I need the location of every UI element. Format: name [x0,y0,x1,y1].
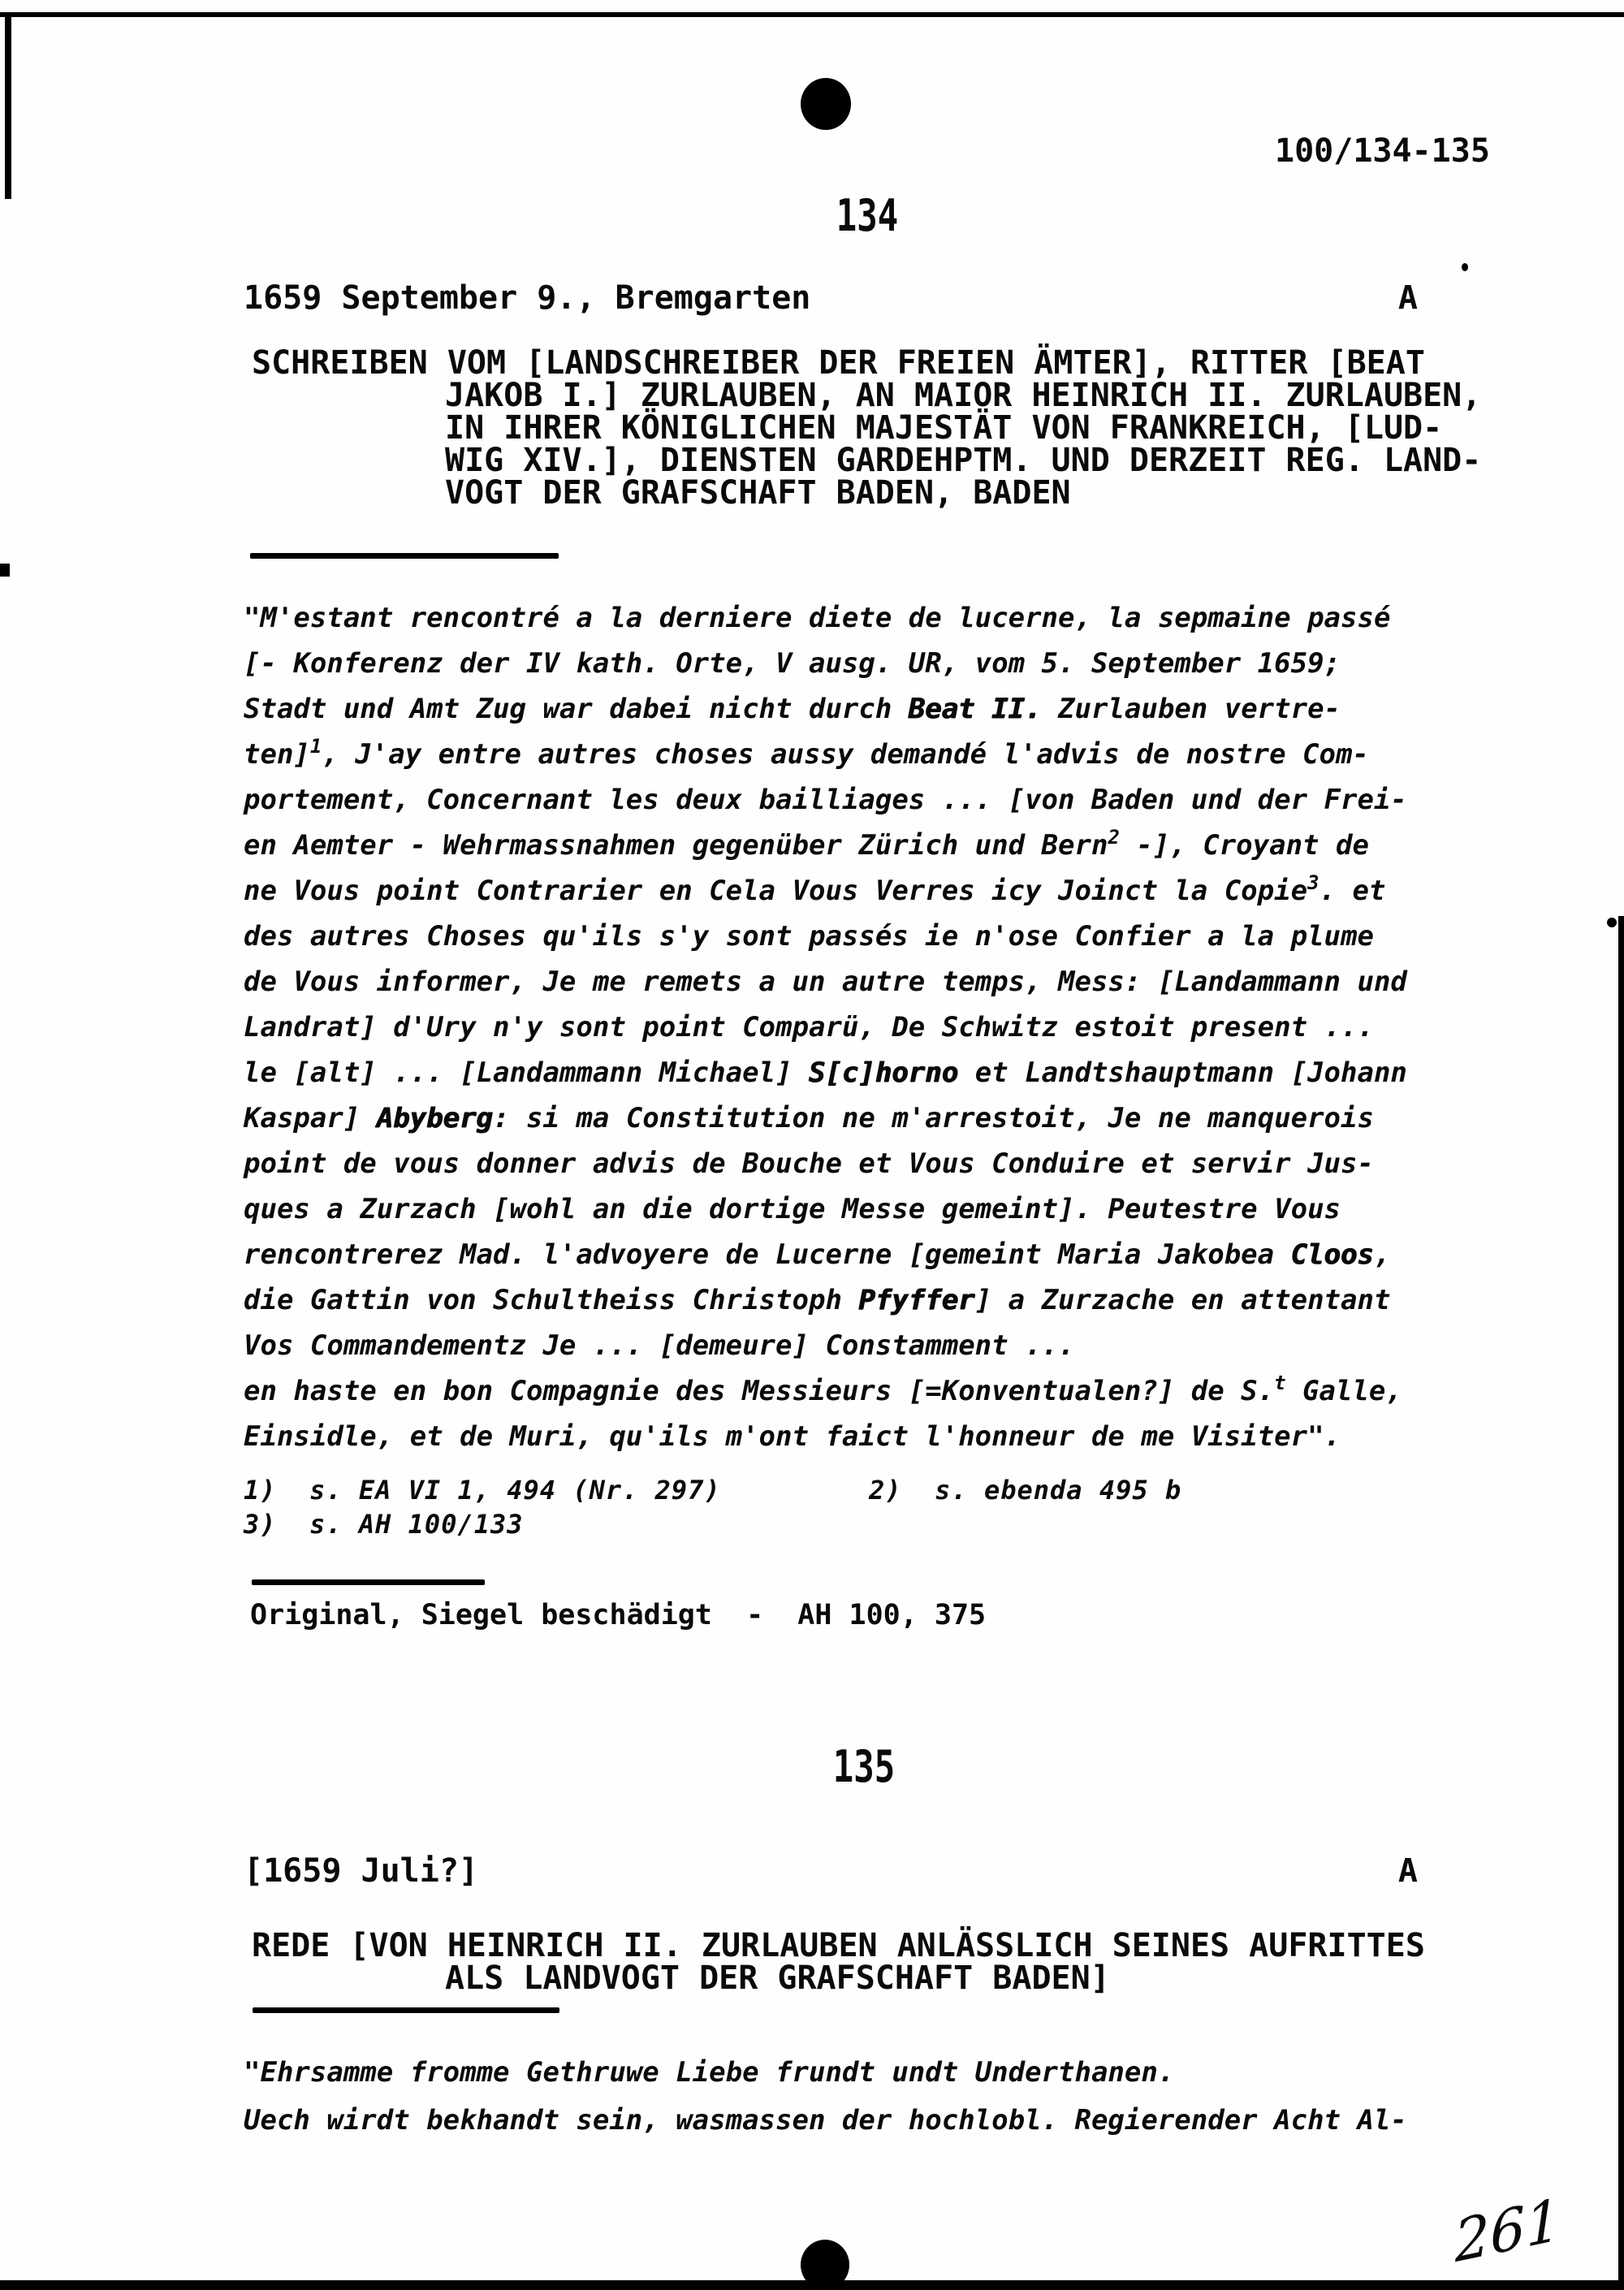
text-line: Landrat] d'Ury n'y sont point Comparü, De Schwitz estoit present ... [244,1011,1374,1043]
scan-edge-top-line [0,12,1624,17]
text-line: SCHREIBEN VOM [LANDSCHREIBER DER FREIEN ÄMTER], RITTER [BEAT [252,344,1425,382]
text-line: en haste en bon Compagnie des Messieurs [=Konventualen?] de S.$^t$ Galle, [244,1371,1402,1407]
copy-letter-134: A [1397,279,1418,317]
text-line: "M'estant rencontré a la derniere diete de lucerne, la sepmaine passé [244,602,1391,634]
text-line: ques a Zurzach [wohl an die dortige Messe gemeint]. Peutestre Vous [244,1193,1341,1225]
quote-text-134 [244,595,1407,1459]
text-line: Einsidle, et de Muri, qu'ils m'ont faict l'honneur de me Visiter". [244,1420,1341,1453]
scan-edge-left-line [5,15,11,199]
scan-speck-right [1607,918,1617,927]
text-line: des autres Choses qu'ils s'y sont passés ie n'ose Confier a la plume [244,920,1374,953]
separator-rule-2 [252,1579,485,1585]
separator-rule-1 [250,553,559,559]
text-line: WIG XIV.], DIENSTEN GARDEHPTM. UND DERZEIT REG. LAND- [445,442,1482,479]
text-line: en Aemter - Wehrmassnahmen gegenüber Zürich und Bern$^2$ -], Croyant de [244,825,1369,862]
punch-hole-top [801,78,851,130]
handwritten-folio-number: 261 [1453,2185,1562,2276]
doc-type-heading-134 [252,344,1482,512]
scan-speck-dot [1462,263,1468,271]
entry-number-135: 135 [832,1740,896,1792]
entry-number-134: 134 [836,189,899,241]
copy-letter-135: A [1397,1852,1418,1890]
text-line: rencontrerez Mad. l'advoyere de Lucerne [gemeint Maria Jakobea Cloos, [244,1238,1391,1271]
text-line: die Gattin von Schultheiss Christoph Pfyffer] a Zurzache en attentant [244,1284,1391,1316]
text-line: Stadt und Amt Zug war dabei nicht durch Beat II. Zurlauben vertre- [244,693,1341,725]
text-line: ALS LANDVOGT DER GRAFSCHAFT BADEN] [445,1959,1110,1997]
date-place-134: 1659 September 9., Bremgarten [244,279,811,317]
text-line: [- Konferenz der IV kath. Orte, V ausg. UR, vom 5. September 1659; [244,647,1341,680]
footnote-line-2: 3) s. AH 100/133 [244,1509,524,1540]
text-line: Uech wirdt bekhandt sein, wasmassen der hochlobl. Regierender Acht Al- [244,2104,1407,2137]
text-line: de Vous informer, Je me remets a un autre temps, Mess: [Landammann und [244,966,1407,998]
scan-edge-left-tick [0,564,10,577]
text-line: le [alt] ... [Landammann Michael] S[c]horno et Landtshauptmann [Johann [244,1056,1407,1089]
doc-type-heading-135 [252,1927,1425,1997]
text-line: Kaspar] Abyberg: si ma Constitution ne m'arrestoit, Je ne manquerois [244,1102,1374,1134]
provenance-line-134: Original, Siegel beschädigt - AH 100, 375 [250,1599,987,1631]
text-line: point de vous donner advis de Bouche et Vous Conduire et servir Jus- [244,1147,1374,1180]
text-line: VOGT DER GRAFSCHAFT BADEN, BADEN [445,474,1071,512]
date-line-134 [244,279,1418,317]
quote-text-135 [244,2049,1407,2145]
archive-reference: 100/134-135 [1275,132,1490,170]
text-line: Vos Commandementz Je ... [demeure] Constamment ... [244,1329,1075,1362]
text-line: JAKOB I.] ZURLAUBEN, AN MAIOR HEINRICH II. ZURLAUBEN, [445,377,1482,414]
footnote-line-1: 1) s. EA VI 1, 494 (Nr. 297) 2) s. ebenda 495 b [244,1475,1182,1506]
text-line: ne Vous point Contrarier en Cela Vous Verres icy Joinct la Copie$^3$. et [244,871,1386,907]
text-line: "Ehrsamme fromme Gethruwe Liebe frundt undt Underthanen. [244,2056,1175,2089]
footnotes-134 [244,1473,1181,1541]
text-line: IN IHRER KÖNIGLICHEN MAJESTÄT VON FRANKREICH, [LUD- [445,409,1443,447]
text-line: ten]$^1$, J'ay entre autres choses aussy demandé l'advis de nostre Com- [244,734,1369,771]
separator-rule-3 [253,2007,559,2013]
date-line-135 [244,1852,1418,1890]
date-place-135: [1659 Juli?] [244,1852,478,1890]
text-line: portement, Concernant les deux bailliages ... [von Baden und der Frei- [244,784,1407,816]
text-line: REDE [VON HEINRICH II. ZURLAUBEN ANLÄSSLICH SEINES AUFRITTES [252,1927,1425,1964]
scan-edge-right-line [1618,916,1624,2290]
punch-hole-bottom [801,2240,849,2290]
